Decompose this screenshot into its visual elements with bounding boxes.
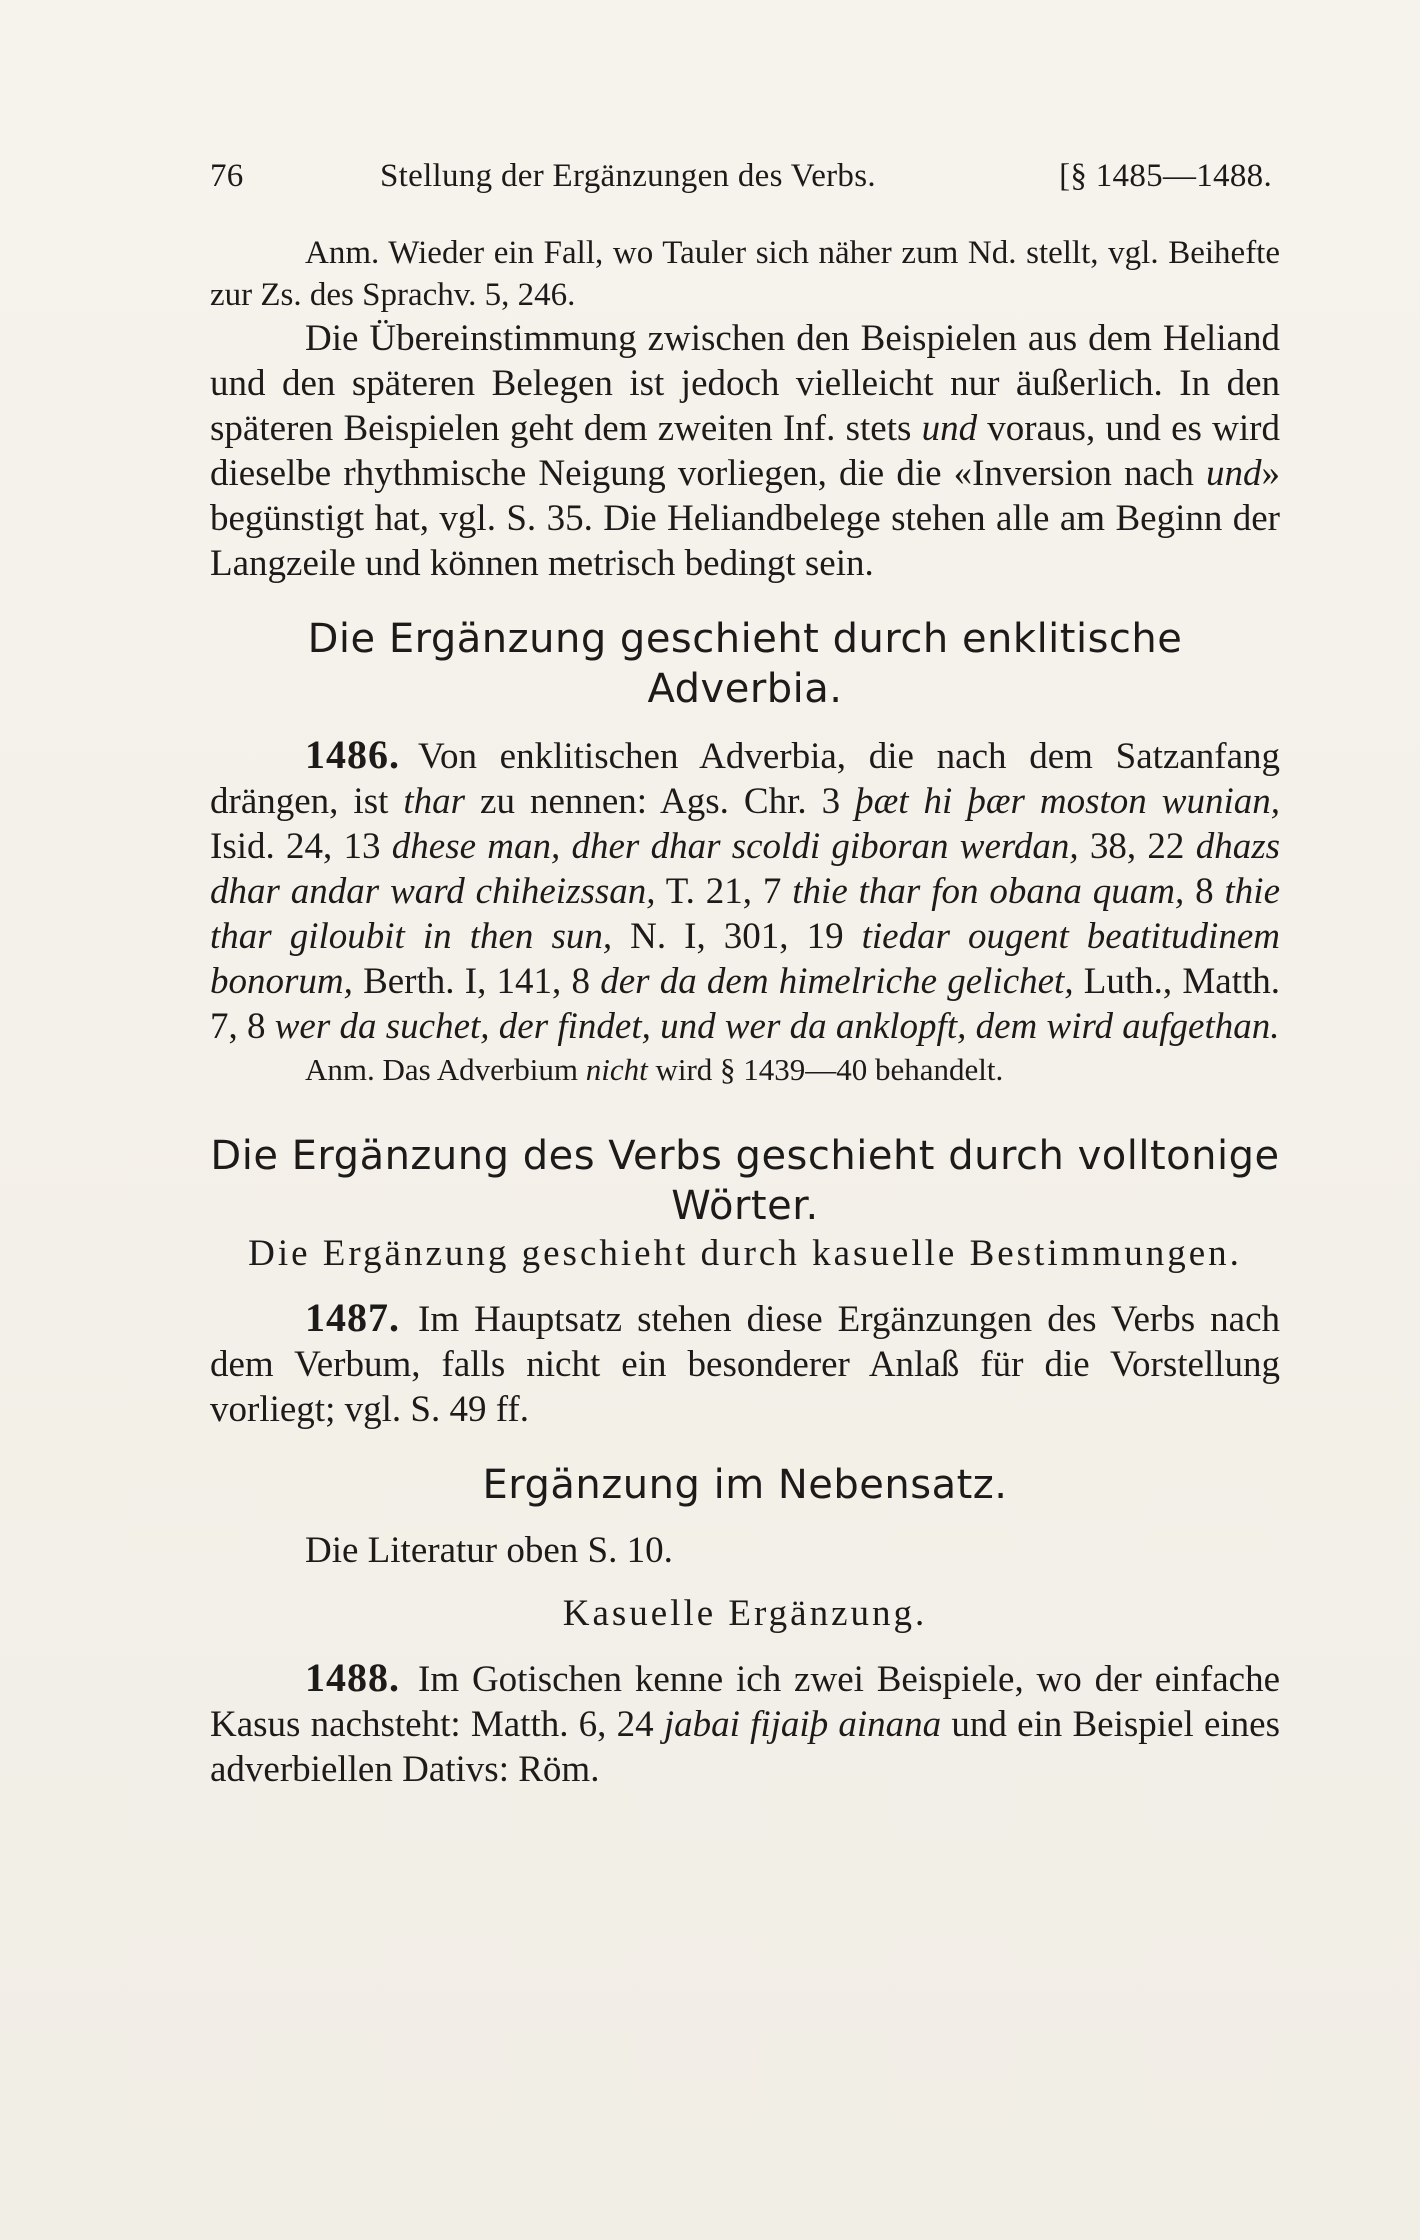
para1-und-1: und — [921, 408, 978, 449]
heading-nebensatz: Ergänzung im Nebensatz. — [482, 1462, 1008, 1508]
section-1486 — [210, 732, 1280, 1049]
note-1-text: Wieder ein Fall, wo Tauler sich näher zum Nd. stellt, vgl. Beihefte zur Zs. des Sprachv. 5, 246. — [210, 235, 1280, 313]
note-2-t2: wird § 1439—40 behandelt. — [647, 1052, 1004, 1087]
s1486-t1: Von enklitischen Adverbia, die nach dem Satzanfang drängen, ist — [210, 736, 1280, 822]
subheading-kasuelle-bestimmungen: Die Ergänzung geschieht durch kasuelle Bestimmungen. — [248, 1233, 1242, 1274]
heading-volltonige-woerter: Die Ergänzung des Verbs geschieht durch volltonige Wörter. — [210, 1133, 1280, 1229]
s1488-t1: Im Gotischen kenne ich zwei Beispiele, wo der einfache Kasus nachsteht: Matth. 6, 24 — [210, 1659, 1280, 1745]
running-head — [210, 158, 1272, 195]
note-1-label: Anm. — [305, 235, 380, 271]
s1486-q5: thie thar giloubit in then sun, — [210, 871, 1281, 957]
s1486-q6: tiedar ougent beatitudinem bonorum, — [210, 916, 1280, 1002]
s1486-t3: Isid. 24, 13 — [210, 826, 392, 867]
s1486-q8: wer da suchet, der findet, und wer da anklopft, dem wird aufgethan. — [274, 1006, 1280, 1047]
note-2-t1: Das Adverbium — [382, 1052, 586, 1087]
s1486-q4: thie thar fon obana quam, — [792, 871, 1185, 912]
note-2-nicht: nicht — [585, 1052, 648, 1087]
section-number-1486: 1486. — [305, 732, 400, 777]
s1486-t5: T. 21, 7 — [655, 871, 793, 912]
page-number: 76 — [210, 158, 244, 194]
s1486-t4: 38, 22 — [1078, 826, 1196, 867]
s1486-t8: Berth. I, 141, 8 — [352, 961, 601, 1002]
section-range: [§ 1485—1488. — [1059, 158, 1272, 194]
subheading-kasuelle-ergaenzung: Kasuelle Ergänzung. — [562, 1593, 928, 1634]
para1-und-2: und — [1206, 453, 1262, 494]
para1-text-a: Die Übereinstimmung zwischen den Beispielen aus dem Heliand und den späteren Belegen ist jedoch vielleicht nur äußerlich. In den späteren Beispielen geht dem zweiten Inf. stets — [210, 318, 1280, 449]
section-1487 — [210, 1295, 1280, 1432]
section-number-1488: 1488. — [305, 1655, 400, 1700]
literature-reference: Die Literatur oben S. 10. — [305, 1530, 673, 1571]
s1486-thar: thar — [403, 781, 466, 822]
s1486-q3: dhazs dhar andar ward chiheizssan, — [210, 826, 1281, 912]
s1486-q1: þæt hi þær moston wunian, — [855, 781, 1280, 822]
page-body — [210, 232, 1280, 1792]
running-title: Stellung der Ergänzungen des Verbs. — [380, 158, 876, 194]
section-1488 — [210, 1655, 1280, 1792]
s1488-q1: jabai fijaiþ ainana — [663, 1704, 942, 1745]
s1486-t9: Luth., Matth. 7, 8 — [210, 961, 1281, 1047]
paragraph-heliand — [210, 316, 1280, 586]
section-number-1487: 1487. — [305, 1295, 400, 1340]
s1486-t7: N. I, 301, 19 — [612, 916, 862, 957]
s1486-t2: zu nennen: Ags. Chr. 3 — [465, 781, 856, 822]
para1-text-b: voraus, und es wird dieselbe rhythmische Neigung vorliegen, die die «Inversion nach — [210, 408, 1280, 494]
s1486-t6: 8 — [1184, 871, 1225, 912]
s1488-t2: und ein Beispiel eines adverbiellen Dativs: Röm. — [210, 1704, 1280, 1790]
s1486-q2: dhese man, dher dhar scoldi giboran werdan, — [391, 826, 1079, 867]
heading-enklitische-adverbia: Die Ergänzung geschieht durch enklitische Adverbia. — [307, 616, 1183, 712]
para1-text-c: » begünstigt hat, vgl. S. 35. Die Heliandbelege stehen alle am Beginn der Langzeile und können metrisch bedingt sein. — [210, 453, 1280, 584]
note-2-label: Anm. — [305, 1052, 375, 1087]
note-2 — [210, 1049, 1280, 1091]
s1486-q7: der da dem himelriche gelichet, — [600, 961, 1074, 1002]
note-1 — [210, 232, 1280, 316]
s1487-text: Im Hauptsatz stehen diese Ergänzungen des Verbs nach dem Verbum, falls nicht ein besonderer Anlaß für die Vorstellung vorliegt; vgl. S. 49 ff. — [210, 1299, 1280, 1430]
